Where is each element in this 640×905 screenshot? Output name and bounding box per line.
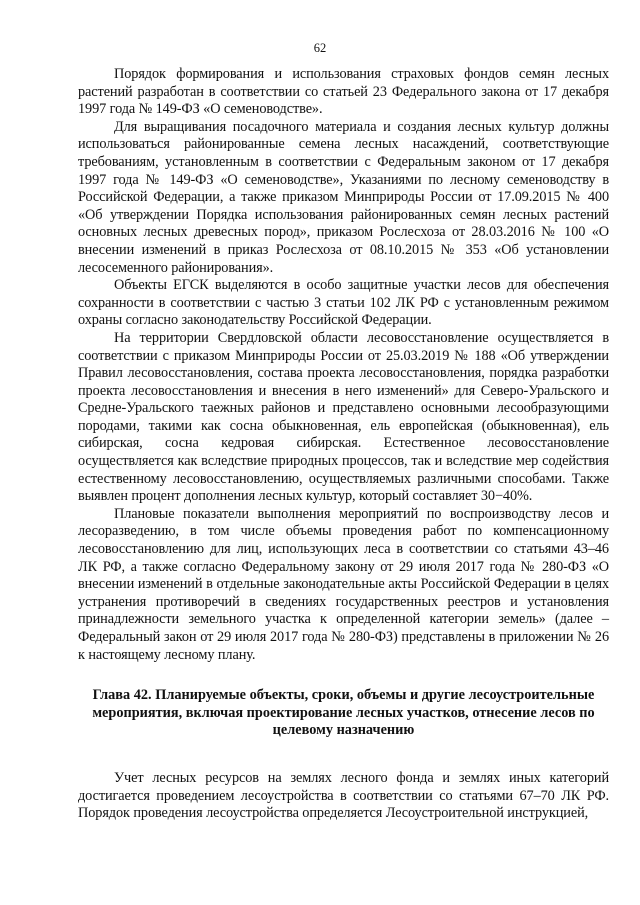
paragraph-planned-indicators: Плановые показатели выполнения мероприятий по воспроизводству лесов и лесоразведению, в том числе объемы проведения работ по компенсационному лесовосстановлению для лиц, использующих леса в соответствии со статьями 43–46 ЛК РФ, а также согласно Федеральному закону от 29 июля 2017 года № 280-ФЗ «О внесении изменений в отдельные законодательные акты Российской Федерации в целях устранения противоречий в сведениях государственных реестров и установления принадлежности земельного участка к определенной категории земель» (далее – Федеральный закон от 29 июля 2017 года № 280-ФЗ) представлены в приложении № 26 к настоящему лесному плану. xyxy=(78,505,609,663)
paragraph-seed-insurance-funds: Порядок формирования и использования страховых фондов семян лесных растений разработан в соответствии со статьей 23 Федерального закона от 17 декабря 1997 года № 149-ФЗ «О семеноводстве». xyxy=(78,66,609,118)
paragraph-zoned-seeds: Для выращивания посадочного материала и создания лесных культур должны использоваться районированные семена лесных насаждений, соответствующие требованиям, установленным в соответствии с Федеральным законом от 17 декабря 1997 года № 149-ФЗ «О семеноводстве», Указаниями по лесному семеноводству в Российской Федерации, а также приказом Минприроды России от 17.09.2015 № 400 «Об утверждении Порядка использования районированных семян лесных растений основных лесных древесных пород», приказом Рослесхоза от 28.03.2016 № 100 «О внесении изменений в приказ Рослесхоза от 08.10.2015 № 353 «Об установлении лесосеменного районирования». xyxy=(78,118,609,276)
page-body xyxy=(78,66,609,823)
paragraph-forest-inventory: Учет лесных ресурсов на землях лесного фонда и землях иных категорий достигается проведением лесоустройства в соответствии со статьями 67–70 ЛК РФ. Порядок проведения лесоустройства определяется Лесоустроительной инструкцией, xyxy=(78,769,609,822)
chapter-heading: Глава 42. Планируемые объекты, сроки, объемы и другие лесоустроительные мероприятия, включая проектирование лесных участков, отнесение лесов по целевому назначению xyxy=(92,687,595,739)
paragraph-reforestation-sverdlovsk: На территории Свердловской области лесовосстановление осуществляется в соответствии с приказом Минприроды России от 25.03.2019 № 188 «Об утверждении Правил лесовосстановления, состава проекта лесовосстановления, порядка разработки проекта лесовосстановления и внесения в него изменений» для Северо-Уральского и Средне-Уральского таежных районов и представлено основными лесообразующими породами, такими как сосна обыкновенная, ель европейская (обыкновенная), ель сибирская, сосна кедровая сибирская. Естественное лесовосстановление осуществляется как вследствие природных процессов, так и вследствие мер содействия естественному лесовосстановлению, осуществляемых различными способами. Также выявлен процент дополнения лесных культур, который составляет 30−40%. xyxy=(78,329,609,505)
paragraph-egsk-objects: Объекты ЕГСК выделяются в особо защитные участки лесов для обеспечения сохранности в соответствии с частью 3 статьи 102 ЛК РФ с установленным режимом охраны согласно законодательству Российской Федерации. xyxy=(78,277,609,329)
page-number: 62 xyxy=(313,41,327,55)
